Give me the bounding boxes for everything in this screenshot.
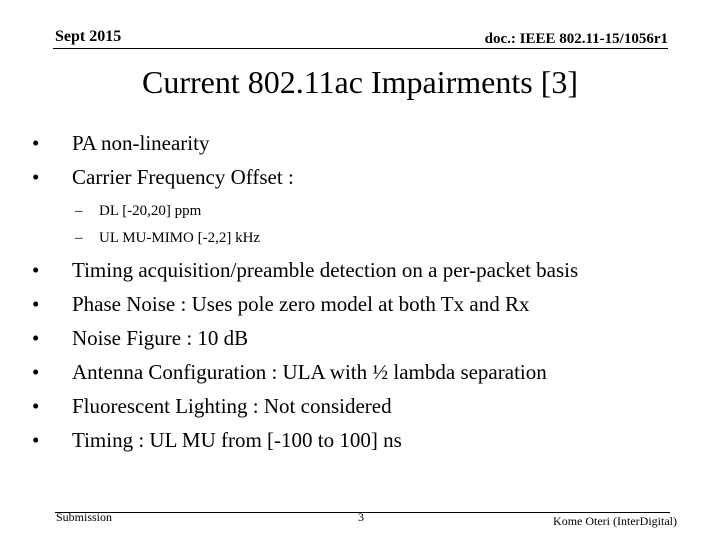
header-date: Sept 2015: [55, 28, 122, 45]
bullet-item: [32, 423, 578, 457]
bullet-text: Timing acquisition/preamble detection on a per-packet basis: [72, 258, 579, 282]
bullet-marker: •: [32, 131, 40, 155]
bullet-item: [32, 160, 294, 194]
header-rule: [53, 48, 668, 49]
bullet-marker: •: [32, 394, 40, 418]
bullet-list-bottom: [32, 253, 578, 457]
bullet-item: [32, 126, 294, 160]
dash-marker: –: [75, 203, 83, 219]
header-doc-id: doc.: IEEE 802.11-15/1056r1: [484, 31, 668, 47]
footer-page-number: 3: [358, 510, 364, 524]
bullet-marker: •: [32, 258, 40, 282]
bullet-text: Fluorescent Lighting : Not considered: [72, 394, 392, 418]
sub-bullet-item: [75, 198, 260, 225]
sub-bullet-list: [75, 198, 260, 252]
bullet-item: [32, 389, 578, 423]
bullet-marker: •: [32, 360, 40, 384]
dash-marker: –: [75, 230, 83, 246]
sub-bullet-item: [75, 225, 260, 252]
bullet-marker: •: [32, 165, 40, 189]
bullet-text: Antenna Configuration : ULA with ½ lambda separation: [72, 360, 547, 384]
sub-bullet-text: DL [-20,20] ppm: [99, 203, 202, 219]
bullet-text: PA non-linearity: [72, 131, 210, 155]
bullet-marker: •: [32, 428, 40, 452]
bullet-item: [32, 355, 578, 389]
bullet-marker: •: [32, 326, 40, 350]
bullet-item: [32, 287, 578, 321]
bullet-text: Carrier Frequency Offset :: [72, 165, 294, 189]
footer-author: Kome Oteri (InterDigital): [553, 514, 677, 528]
bullet-text: Phase Noise : Uses pole zero model at both Tx and Rx: [72, 292, 530, 316]
bullet-marker: •: [32, 292, 40, 316]
footer-submission: Submission: [56, 510, 113, 524]
bullet-item: [32, 321, 578, 355]
bullet-item: [32, 253, 578, 287]
slide-title: Current 802.11ac Impairments [3]: [141, 64, 578, 100]
sub-bullet-text: UL MU-MIMO [-2,2] kHz: [99, 230, 261, 246]
bullet-list-top: [32, 126, 294, 194]
bullet-text: Noise Figure : 10 dB: [72, 326, 249, 350]
bullet-text: Timing : UL MU from [-100 to 100] ns: [72, 428, 402, 452]
